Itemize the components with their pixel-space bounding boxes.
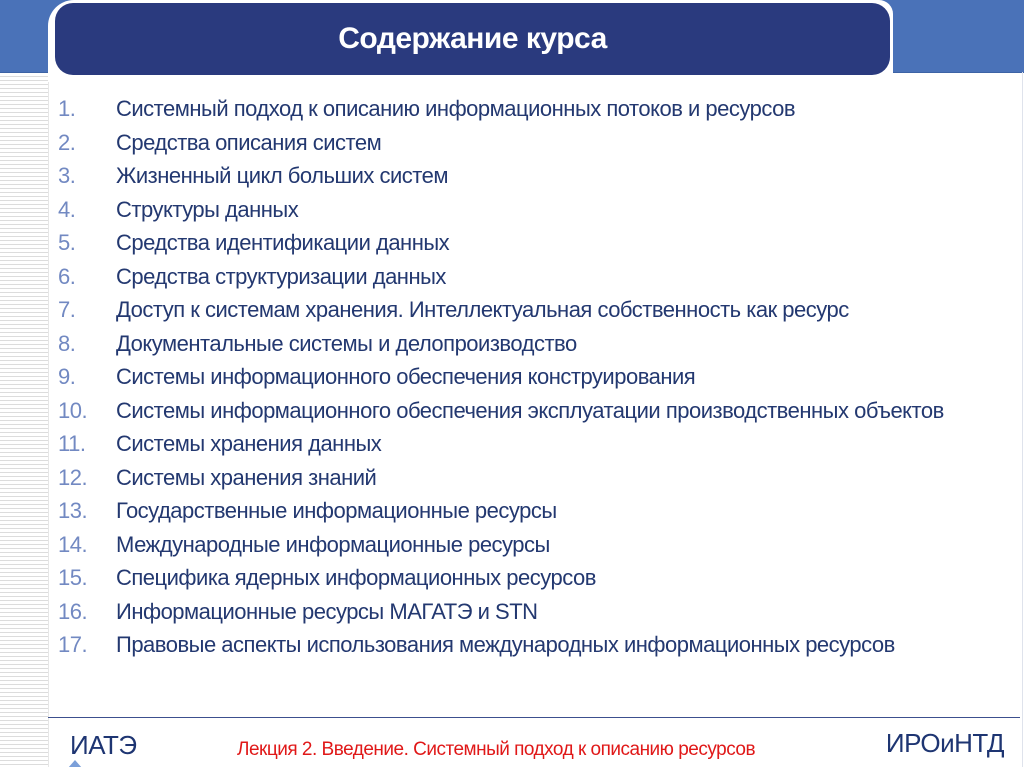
item-number: 15. [58,565,88,590]
item-number: 8. [58,330,76,356]
list-item [48,193,1018,227]
list-item [48,628,1018,662]
item-text: Специфика ядерных информационных ресурсов [116,565,596,590]
item-text: Доступ к системам хранения. Интеллектуальная собственность как ресурс [116,297,849,322]
item-number: 6. [58,263,76,289]
item-text: Жизненный цикл больших систем [116,163,448,188]
item-text: Системы информационного обеспечения эксплуатации производственных объектов [116,397,944,423]
left-stripe-decoration [0,73,49,767]
item-text: Государственные информационные ресурсы [116,498,557,523]
item-number: 5. [58,230,76,255]
list-item [48,126,1018,160]
list-item [48,494,1018,528]
item-text: Правовые аспекты использования международных информационных ресурсов [116,632,895,657]
item-number: 9. [58,364,76,389]
list-item [48,327,1018,361]
footer-org-right: ИРОиНТД [885,728,1004,758]
list-item [48,159,1018,193]
item-text: Системы информационного обеспечения конструирования [116,364,696,389]
item-number: 11. [58,431,86,456]
item-number: 4. [58,196,76,222]
item-text: Системный подход к описанию информационных потоков и ресурсов [116,96,796,121]
item-number: 12. [58,464,88,490]
item-number: 17. [58,632,88,657]
footer-divider [48,717,1020,718]
list-item [48,427,1018,461]
slide-right-edge [1022,72,1023,767]
list-item [48,461,1018,495]
item-text: Документальные системы и делопроизводство [116,330,577,356]
item-text: Средства описания систем [116,129,382,155]
list-item [48,394,1018,428]
footer-org-left: ИАТЭ [70,730,137,760]
list-item [48,561,1018,595]
item-number: 1. [58,96,76,121]
item-text: Системы хранения знаний [116,464,377,490]
list-item [48,260,1018,294]
item-number: 14. [58,531,88,557]
item-number: 7. [58,297,76,322]
list-item [48,360,1018,394]
list-item [48,595,1018,629]
item-text: Средства структуризации данных [116,263,446,289]
item-text: Средства идентификации данных [116,230,450,255]
list-item [48,226,1018,260]
slide-title-box [55,3,890,75]
slide-title: Содержание курса [338,22,607,55]
item-text: Структуры данных [116,196,299,222]
item-text: Информационные ресурсы МАГАТЭ и STN [116,598,538,624]
item-number: 2. [58,129,76,155]
course-items-list [48,92,1018,662]
item-text: Международные информационные ресурсы [116,531,550,557]
list-item [48,92,1018,126]
item-number: 3. [58,163,76,188]
footer-lecture-caption: Лекция 2. Введение. Системный подход к описанию ресурсов [237,739,756,760]
list-item [48,293,1018,327]
item-number: 16. [58,598,88,624]
list-item [48,528,1018,562]
item-number: 13. [58,498,88,523]
triangle-up-icon [68,760,82,767]
item-number: 10. [58,397,88,423]
item-text: Системы хранения данных [116,431,382,456]
